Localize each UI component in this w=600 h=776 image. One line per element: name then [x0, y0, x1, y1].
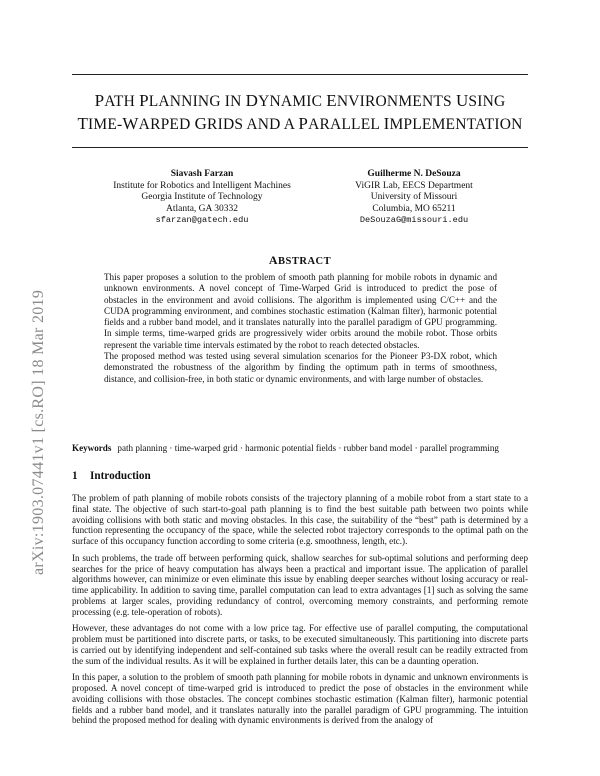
author-2	[304, 169, 524, 227]
body-paragraph: The problem of path planning of mobile robots consists of the trajectory planning of a mobile robot from a start state to a final state. The objective of such start-to-goal path planning is to find the best suitable path between two points while avoiding collisions with both static and moving obstacles. In this case, the suitability of the “best” path is determined by a function representing the occupancy of the space, while the selected robot trajectory corresponds to the optimal path on the surface of this occupancy function according to some criteria (e.g. smoothness, length, etc.).	[72, 493, 528, 546]
arxiv-identifier: arXiv:1903.07441v1 [cs.RO] 18 Mar 2019	[30, 289, 47, 575]
abstract-paragraph: The proposed method was tested using several simulation scenarios for the Pioneer P3-DX robot, which demonstrated the robustness of the algorithm by finding the optimum path in terms of smoothness, distance, and collision-free, in both static or dynamic environments, and with large number of obstacles.	[104, 351, 497, 384]
body-paragraph: However, these advantages do not come with a low price tag. For effective use of parallel computing, the computational problem must be partitioned into discrete parts, or tasks, to be executed simultaneously. This partitioning into discrete parts is carried out by identifying independent and self-contained sub tasks where the overall result can be readily extracted from the sum of the individual results. As it will be explained in further details later, this can be a daunting operation.	[72, 623, 528, 666]
title-rule-bottom	[72, 147, 528, 148]
section-number: 1	[72, 470, 78, 482]
title-word: DYNAMIC	[245, 91, 327, 110]
abstract-heading: ABSTRACT	[268, 253, 332, 267]
author-affiliation: Atlanta, GA 30332	[165, 203, 239, 214]
title-word: USING	[455, 91, 506, 110]
title-line-1	[72, 90, 528, 113]
author-name: Siavash Farzan	[170, 169, 234, 179]
title-line-2	[72, 113, 528, 136]
body-text	[72, 493, 528, 732]
abstract	[104, 272, 497, 385]
author-name: Guilherme N. DeSouza	[367, 169, 461, 179]
title-word: TIME-	[77, 114, 123, 133]
author-1	[92, 169, 312, 227]
body-paragraph: In such problems, the trade off between performing quick, shallow searches for sub-optimal solutions and performing deep searches for the price of heavy computation has always been a practical and important issue. The application of parallel algorithms however, can minimize or even eliminate this issue by enabling deeper searches without losing accuracy or real-time applicability. In addition to saving time, parallel computation can lead to extra advantages [1] such as solving the same problems at larger scales, providing redundancy of control, overcoming memory constraints, and performing remote processing (e.g. tele-operation of robots).	[72, 552, 528, 617]
title-word: GRIDS AND A	[194, 114, 299, 133]
title-word: PLANNING IN	[139, 91, 246, 110]
keywords	[72, 443, 528, 454]
author-email[interactable]: DeSouzaG@missouri.edu	[359, 215, 469, 226]
section-heading	[72, 470, 528, 482]
title-word: IMPLEMENTATION	[383, 114, 523, 133]
author-affiliation: Institute for Robotics and Intelligent Machines	[113, 180, 291, 191]
author-email[interactable]: sfarzan@gatech.edu	[155, 215, 249, 226]
paper-title	[72, 90, 528, 136]
keywords-label: Keywords	[72, 443, 112, 453]
body-paragraph: In this paper, a solution to the problem of smooth path planning for mobile robots in dynamic and unknown environments is proposed. A novel concept of time-warped grid is introduced to predict the pose of obstacles in the environment while avoiding collisions with those obstacles. The concept combines stochastic estimation (Kalman filter), harmonic potential fields and a rubber band model, and it translates naturally into the parallel paradigm of GPU programming. The intuition behind the proposed method for dealing with dynamic environments is derived from the analogy of	[72, 672, 528, 726]
author-affiliation: Georgia Institute of Technology	[141, 192, 263, 203]
title-word: ENVIRONMENTS	[326, 91, 456, 110]
author-affiliation: Columbia, MO 65211	[372, 203, 456, 214]
author-affiliation: University of Missouri	[370, 192, 458, 203]
section-title: Introduction	[90, 470, 151, 482]
author-affiliation: ViGIR Lab, EECS Department	[355, 180, 473, 191]
title-word: WARPED	[122, 114, 195, 133]
keywords-list: path planning · time-warped grid · harmonic potential fields · rubber band model · parallel programming	[117, 443, 499, 453]
abstract-paragraph: This paper proposes a solution to the problem of smooth path planning for mobile robots in dynamic and unknown environments. A novel concept of Time-Warped Grid is introduced to predict the pose of obstacles in the environment and avoid collisions. The algorithm is implemented using C/C++ and the CUDA programming environment, and combines stochastic estimation (Kalman filter), harmonic potential fields and a rubber band model, and it translates naturally into the parallel paradigm of GPU programming. In simple terms, time-warped grids are progressively wider orbits around the mobile robot. Those orbits represent the variable time intervals estimated by the robot to reach detected obstacles.	[104, 272, 497, 350]
title-word: PARALLEL	[298, 114, 384, 133]
title-rule-top	[72, 74, 528, 75]
title-word: PATH	[94, 91, 140, 110]
